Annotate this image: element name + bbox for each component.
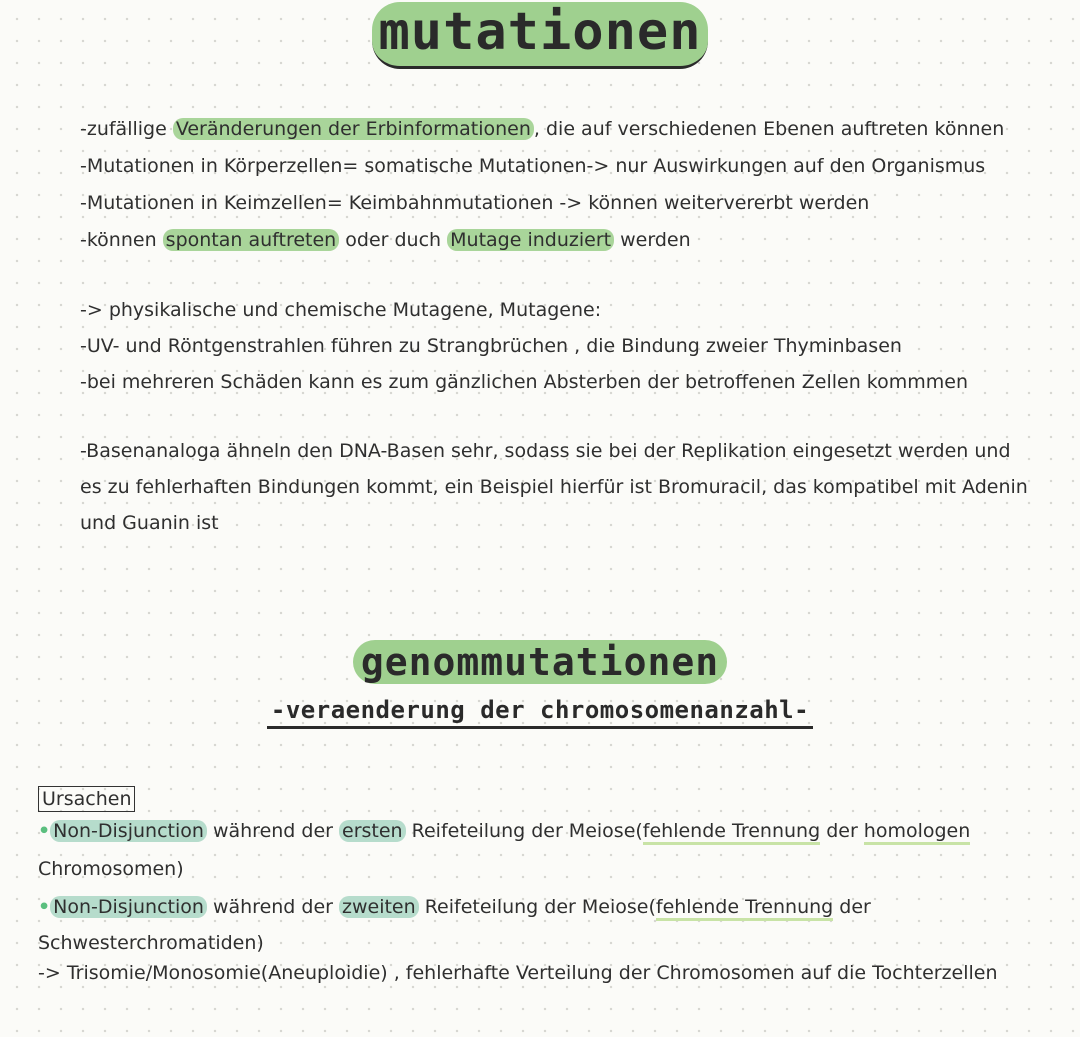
ursachen-bullet-2 (38, 894, 871, 920)
intro-line-3: -Mutationen in Keimzellen= Keimbahnmutationen -> können weitervererbt werden (80, 192, 870, 214)
mutagene-line-2: -UV- und Röntgenstrahlen führen zu Strangbrüchen , die Bindung zweier Thyminbasen (80, 335, 902, 357)
highlight-non-disjunction: Non-Disjunction (50, 896, 207, 918)
ursachen-label-line (38, 786, 135, 812)
text: der (820, 820, 864, 842)
section-subtitle (0, 696, 1080, 724)
highlight-zweiten: zweiten (339, 896, 419, 918)
text: der (833, 896, 871, 918)
mutagene-line-1: -> physikalische und chemische Mutagene, Mutagene: (80, 299, 602, 321)
intro-line-4 (80, 227, 691, 253)
underline-fehlende-trennung: fehlende Trennung (643, 820, 820, 845)
bullet-icon: • (38, 820, 51, 842)
text: oder duch (339, 229, 448, 251)
intro-line-1 (80, 116, 1004, 142)
text: -können (80, 229, 163, 251)
highlight-spontan: spontan auftreten (163, 229, 340, 251)
highlight-non-disjunction: Non-Disjunction (50, 820, 207, 842)
page-title-text: mutationen (372, 2, 707, 69)
ursachen-bullet-2-cont: Schwesterchromatiden) (38, 932, 264, 954)
page-title (0, 2, 1080, 69)
basen-line-3: und Guanin ist (80, 512, 219, 534)
basen-line-2: es zu fehlerhaften Bindungen kommt, ein Beispiel hierfür ist Bromuracil, das kompatibel mit Adenin (80, 476, 1028, 498)
text: -zufällige (80, 118, 173, 140)
ursachen-result: -> Trisomie/Monosomie(Aneuploidie) , fehlerhafte Verteilung der Chromosomen auf die Tochterzellen (38, 962, 998, 984)
highlight-mutage: Mutage induziert (447, 229, 614, 251)
highlight-erbinformationen: Veränderungen der Erbinformationen (173, 118, 534, 140)
intro-line-2: -Mutationen in Körperzellen= somatische Mutationen-> nur Auswirkungen auf den Organismus (80, 155, 986, 177)
ursachen-bullet-1-cont: Chromosomen) (38, 858, 184, 880)
section-title-text: genommutationen (353, 640, 727, 684)
ursachen-bullet-1 (38, 818, 970, 844)
mutagene-line-3: -bei mehreren Schäden kann es zum gänzlichen Absterben der betroffenen Zellen kommmen (80, 371, 968, 393)
underline-homologen: homologen (864, 820, 971, 845)
ursachen-label: Ursachen (38, 786, 135, 812)
text: während der (206, 820, 339, 842)
underline-fehlende-trennung: fehlende Trennung (656, 896, 833, 921)
section-subtitle-text: -veraenderung der chromosomenanzahl- (267, 696, 813, 729)
basen-line-1: -Basenanaloga ähneln den DNA-Basen sehr, sodass sie bei der Replikation eingesetzt werden und (80, 440, 1011, 462)
bullet-icon: • (38, 896, 51, 918)
text: Reifeteilung der Meiose( (405, 820, 643, 842)
section-title (0, 640, 1080, 684)
highlight-ersten: ersten (339, 820, 406, 842)
text: Reifeteilung der Meiose( (418, 896, 656, 918)
text: werden (614, 229, 691, 251)
text: während der (206, 896, 339, 918)
text: , die auf verschiedenen Ebenen auftreten können (533, 118, 1005, 140)
